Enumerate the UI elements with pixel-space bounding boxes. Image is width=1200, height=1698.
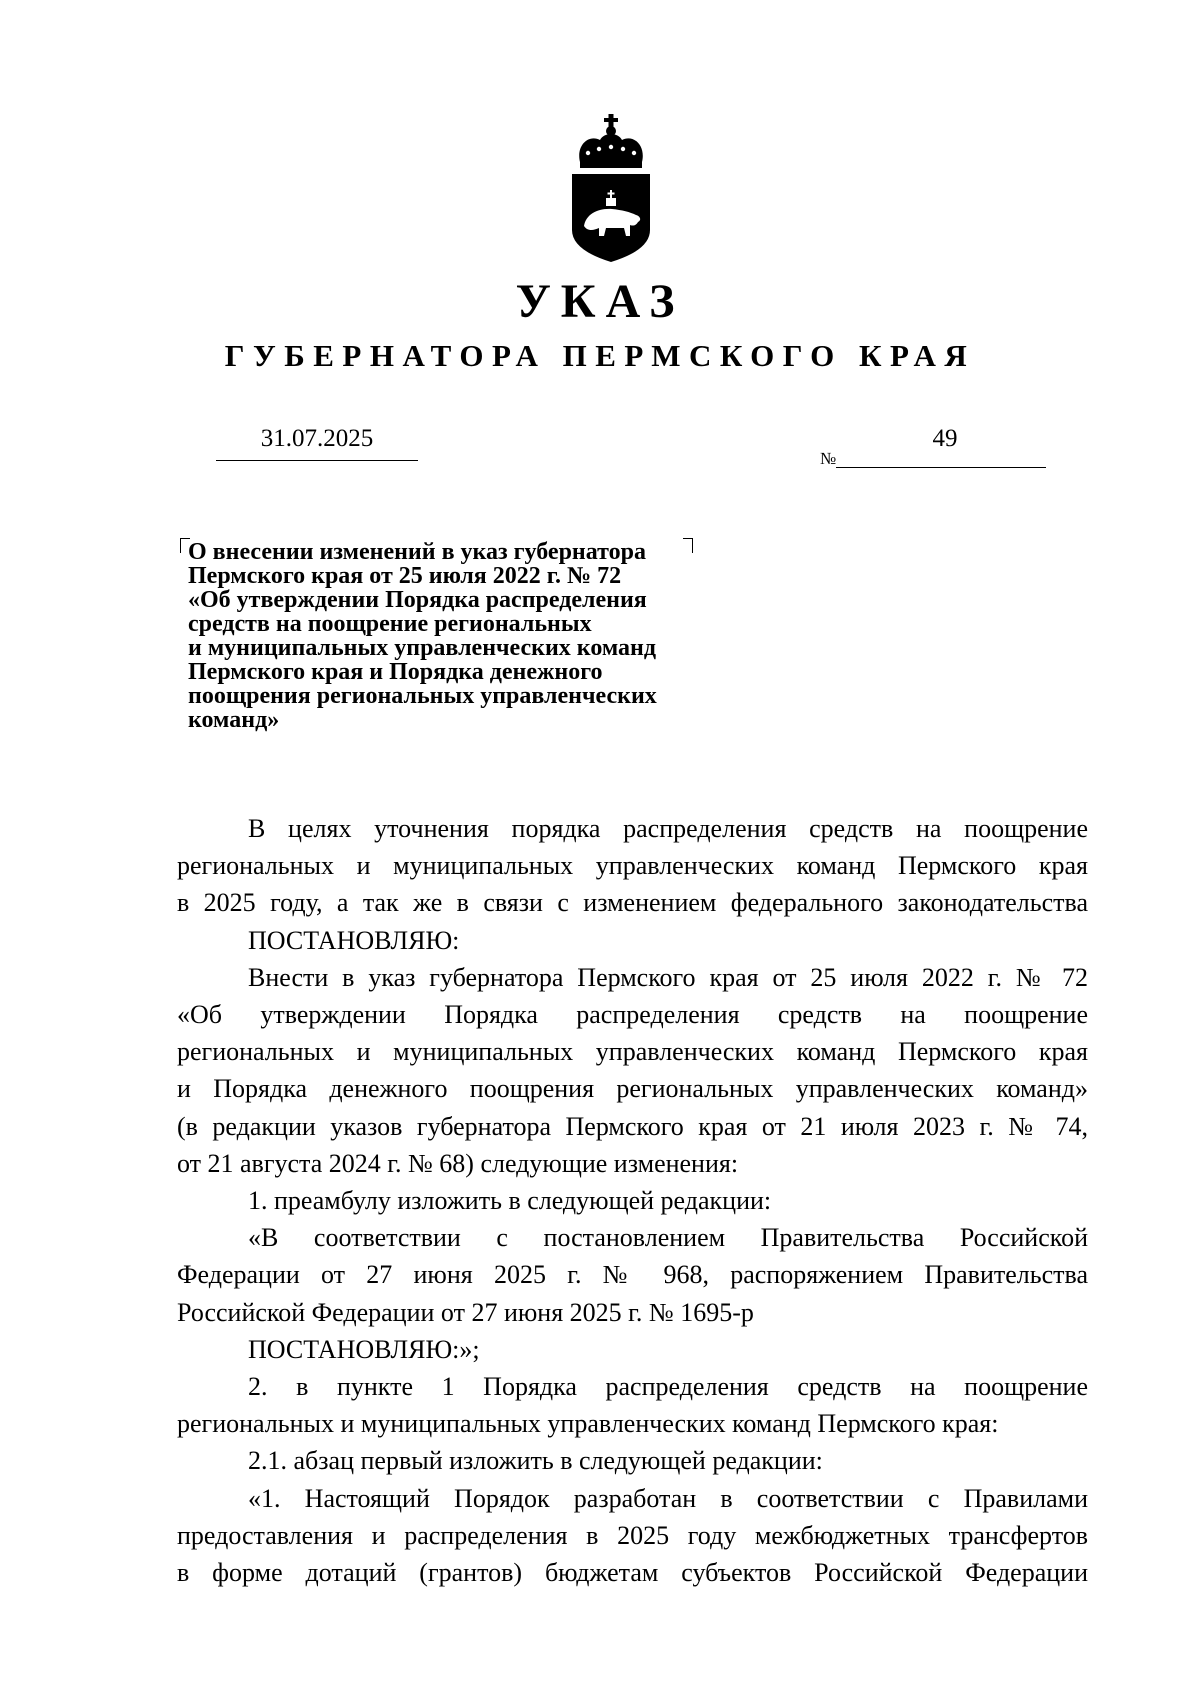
body-line: 2.1. абзац первый изложить в следующей редакции: [248,1446,823,1476]
body-line: Федерации от 27 июня 2025 г. № 968, распоряжением Правительства [177,1260,1088,1290]
body-line: региональных и муниципальных управленческих команд Пермского края [177,1037,1088,1067]
decree-word: ПОСТАНОВЛЯЮ:»; [248,1334,480,1364]
subject-line: команд» [188,707,280,733]
perm-krai-coat-of-arms-icon [566,112,656,264]
body-line: и Порядка денежного поощрения региональных управленческих команд» [177,1074,1088,1104]
date-value: 31.07.2025 [260,425,374,452]
number-value: 49 [932,425,958,452]
body-line: региональных и муниципальных управленческих команд Пермского края [177,851,1088,881]
body-line: предоставления и распределения в 2025 году межбюджетных трансфертов [177,1520,1088,1550]
subject-line: О внесении изменений в указ губернатора [188,539,646,565]
document-subject [188,540,748,732]
body-line: (в редакции указов губернатора Пермского края от 21 июля 2023 г. № 74, [177,1111,1088,1141]
body-line: Внести в указ губернатора Пермского края от 25 июля 2022 г. № 72 [248,962,1088,992]
body-line: Российской Федерации от 27 июня 2025 г. № 1695-р [177,1297,754,1327]
date-underline [216,460,418,461]
date-field [216,424,418,461]
body-line: В целях уточнения порядка распределения средств на поощрение [248,814,1088,843]
document-subtitle: ГУБЕРНАТОРА ПЕРМСКОГО КРАЯ [224,338,976,373]
body-line: «В соответствии с постановлением Правительства Российской [248,1223,1088,1253]
body-line: в форме дотаций (грантов) бюджетам субъектов Российской Федерации [177,1558,1088,1588]
subject-line: средств на поощрение региональных [188,611,592,637]
number-sign: № [820,449,837,468]
subject-line: «Об утверждении Порядка распределения [188,587,647,613]
body-line: «Об утверждении Порядка распределения средств на поощрение [177,1000,1088,1030]
body-line: региональных и муниципальных управленческих команд Пермского края: [177,1409,999,1439]
body-line: от 21 августа 2024 г. № 68) следующие изменения: [177,1148,739,1178]
body-line: 2. в пункте 1 Порядка распределения средств на поощрение [248,1372,1088,1402]
subject-line: Пермского края от 25 июля 2022 г. № 72 [188,563,622,589]
body-line: в 2025 году, а так же в связи с изменением федерального законодательства [177,888,1088,918]
decree-word: ПОСТАНОВЛЯЮ: [248,925,460,955]
document-title: УКАЗ [515,275,685,328]
body-line: «1. Настоящий Порядок разработан в соответствии с Правилами [248,1483,1088,1513]
body-line: 1. преамбулу изложить в следующей редакции: [248,1186,772,1216]
subject-line: поощрения региональных управленческих [188,683,657,709]
document-body [177,810,1088,1591]
subject-line: и муниципальных управленческих команд [188,635,657,661]
subject-line: Пермского края и Порядка денежного [188,659,603,685]
number-field [820,424,1046,468]
number-underline [836,457,1046,468]
